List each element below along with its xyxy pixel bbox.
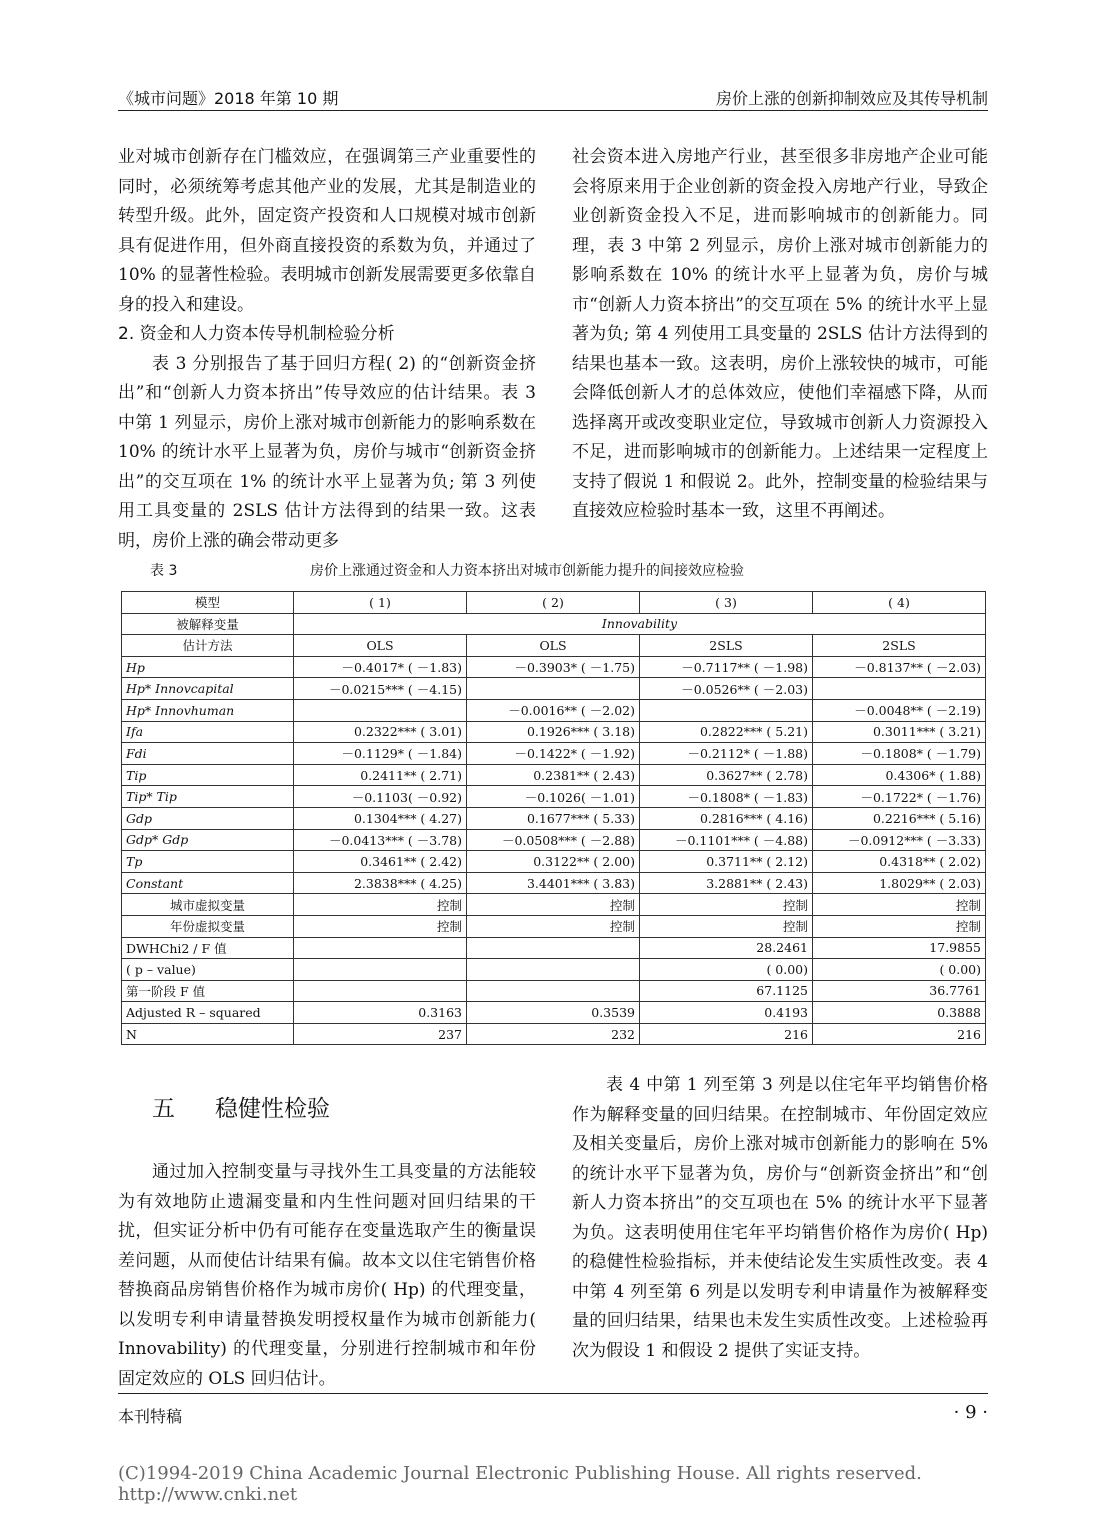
table-row: [122, 872, 986, 894]
table-row: [122, 764, 986, 786]
table-cell: －0.1808* ( －1.79): [813, 743, 986, 765]
paragraph: 社会资本进入房地产行业，甚至很多非房地产企业可能会将原来用于企业创新的资金投入房地产行业，导致企业创新资金投入不足，进而影响城市的创新能力。同理，表 3 中第 2 列显示，房价上涨对城市创新能力的影响系数在 10% 的统计水平上显著为负，房价与城市“创新人力资本挤出”的交互项在 5% 的统计水平上显著为负; 第 4 列使用工具变量的 2SLS 估计方法得到的结果也基本一致。这表明，房价上涨较快的城市，可能会降低创新人才的总体效应，使他们幸福感下降，从而选择离开或改变职业定位，导致城市创新人力资源投入不足，进而影响城市的创新能力。上述结果一定程度上支持了假说 1 和假说 2。此外，控制变量的检验结果与直接效应检验时基本一致，这里不再阐述。: [572, 147, 988, 521]
table-cell: 237: [294, 1023, 467, 1045]
copyright-notice: (C)1994-2019 China Academic Journal Electronic Publishing House. All rights reserved. http://www.cnki.net: [118, 1463, 922, 1505]
table-header-cell: ( 4): [813, 592, 986, 614]
table-cell: －0.1026( －1.01): [467, 786, 640, 808]
table-row: [122, 959, 986, 981]
paragraph: 表 3 分别报告了基于回归方程( 2) 的“创新资金挤出”和“创新人力资本挤出”传导效应的估计结果。表 3 中第 1 列显示，房价上涨对城市创新能力的影响系数在 10% 的统计水平上显著为负，房价与城市“创新资金挤出”的交互项在 1% 的统计水平上显著为负; 第 3 列使用工具变量的 2SLS 估计方法得到的结果一致。这表明，房价上涨的确会带动更多: [118, 353, 536, 551]
table-header-row: [122, 635, 986, 657]
table-cell: 3.2881** ( 2.43): [640, 872, 813, 894]
table-header-cell: 估计方法: [122, 635, 294, 657]
table-cell: 控制: [640, 894, 813, 916]
table-cell: －0.8137** ( －2.03): [813, 656, 986, 678]
table-cell: ( 0.00): [640, 959, 813, 981]
right-column-top: [572, 143, 988, 527]
table-cell: 0.2381** ( 2.43): [467, 764, 640, 786]
paragraph: 表 4 中第 1 列至第 3 列是以住宅年平均销售价格作为解释变量的回归结果。在控制城市、年份固定效应及相关变量后，房价上涨对城市创新能力的影响在 5% 的统计水平下显著为负，房价与“创新资金挤出”和“创新人力资本挤出”的交互项也在 5% 的统计水平下显著为负。这表明使用住宅年平均销售价格作为房价( Hp) 的稳健性检验指标，并未使结论发生实质性改变。表 4 中第 4 列至第 6 列是以发明专利申请量作为被解释变量的回归结果，结果也未发生实质性改变。上述检验再次为假设 1 和假设 2 提供了实证支持。: [572, 1075, 989, 1361]
row-label: Hp* Innovcapital: [122, 678, 294, 700]
section-heading: [152, 1090, 330, 1123]
row-label: 城市虚拟变量: [122, 894, 294, 916]
table-cell: －0.0526** ( －2.03): [640, 678, 813, 700]
left-column-top: [118, 143, 536, 556]
table-header-cell: ( 2): [467, 592, 640, 614]
table-cell: 0.3122** ( 2.00): [467, 851, 640, 873]
column-label: 本刊特稿: [118, 1407, 183, 1426]
table-cell: [294, 699, 467, 721]
row-label: 第一阶段 F 值: [122, 980, 294, 1002]
table-cell: 2.3838*** ( 4.25): [294, 872, 467, 894]
table-cell: 0.3711** ( 2.12): [640, 851, 813, 873]
table-cell: 232: [467, 1023, 640, 1045]
table-cell: －0.1422* ( －1.92): [467, 743, 640, 765]
subheading: 2. 资金和人力资本传导机制检验分析: [118, 324, 395, 344]
footer-rule: [118, 1393, 988, 1394]
table-row: [122, 743, 986, 765]
table-cell: 17.9855: [813, 937, 986, 959]
table-cell: [467, 959, 640, 981]
table-header-cell: OLS: [467, 635, 640, 657]
table-cell: 0.1304*** ( 4.27): [294, 807, 467, 829]
table-cell: [467, 980, 640, 1002]
table-row: [122, 1002, 986, 1024]
table-cell: －0.0413*** ( －3.78): [294, 829, 467, 851]
row-label: Tip* Tip: [122, 786, 294, 808]
row-label: Adjusted R – squared: [122, 1002, 294, 1024]
table-cell: 控制: [294, 915, 467, 937]
row-label: Gdp* Gdp: [122, 829, 294, 851]
table-cell: 0.3539: [467, 1002, 640, 1024]
table-header-cell: 2SLS: [813, 635, 986, 657]
table-cell: －0.1722* ( －1.76): [813, 786, 986, 808]
table-header-cell: ( 1): [294, 592, 467, 614]
row-label: ( p – value): [122, 959, 294, 981]
table-cell: [640, 699, 813, 721]
table-cell: 0.3163: [294, 1002, 467, 1024]
table-cell: 36.7761: [813, 980, 986, 1002]
right-column-bottom: [572, 1071, 988, 1366]
row-label: Tp: [122, 851, 294, 873]
table-row: [122, 721, 986, 743]
table-cell: 0.4306* ( 1.88): [813, 764, 986, 786]
table-cell: 3.4401*** ( 3.83): [467, 872, 640, 894]
table-cell: [467, 937, 640, 959]
table-cell: 0.2411** ( 2.71): [294, 764, 467, 786]
table-cell: 0.4318** ( 2.02): [813, 851, 986, 873]
row-label: DWHChi2 / F 值: [122, 937, 294, 959]
row-label: Gdp: [122, 807, 294, 829]
table-cell: [294, 959, 467, 981]
table-cell: 1.8029** ( 2.03): [813, 872, 986, 894]
table-cell: 0.3627** ( 2.78): [640, 764, 813, 786]
table-row: [122, 699, 986, 721]
section-number: 五: [152, 1096, 175, 1122]
table-cell: －0.2112* ( －1.88): [640, 743, 813, 765]
table-cell: －0.3903* ( －1.75): [467, 656, 640, 678]
table-cell: －0.0508*** ( －2.88): [467, 829, 640, 851]
table-cell: 控制: [294, 894, 467, 916]
row-label: Ifa: [122, 721, 294, 743]
table-row: [122, 980, 986, 1002]
table-cell: 控制: [813, 894, 986, 916]
row-label: Hp: [122, 656, 294, 678]
table-header-row: [122, 592, 986, 614]
regression-table: [121, 591, 986, 1045]
table-cell: 0.2322*** ( 3.01): [294, 721, 467, 743]
table-row: [122, 915, 986, 937]
table-cell: 0.3011*** ( 3.21): [813, 721, 986, 743]
table-header-cell: 模型: [122, 592, 294, 614]
table-cell: 控制: [467, 915, 640, 937]
row-label: 年份虚拟变量: [122, 915, 294, 937]
table-header-cell: Innovability: [294, 613, 986, 635]
table-cell: [294, 980, 467, 1002]
table-row: [122, 656, 986, 678]
table-cell: 216: [640, 1023, 813, 1045]
table-cell: 0.4193: [640, 1002, 813, 1024]
table-cell: 控制: [640, 915, 813, 937]
table-cell: ( 0.00): [813, 959, 986, 981]
table-cell: 0.1677*** ( 5.33): [467, 807, 640, 829]
paragraph: 通过加入控制变量与寻找外生工具变量的方法能较为有效地防止遗漏变量和内生性问题对回归结果的干扰，但实证分析中仍有可能存在变量选取产生的衡量误差问题，从而使估计结果有偏。故本文以住宅销售价格替换商品房销售价格作为城市房价( Hp) 的代理变量，以发明专利申请量替换发明授权量作为城市创新能力( Innovability) 的代理变量，分别进行控制城市和年份固定效应的 OLS 回归估计。: [118, 1162, 536, 1389]
table-cell: －0.1101*** ( －4.88): [640, 829, 813, 851]
paragraph: 业对城市创新存在门槛效应，在强调第三产业重要性的同时，必须统筹考虑其他产业的发展，尤其是制造业的转型升级。此外，固定资产投资和人口规模对城市创新具有促进作用，但外商直接投资的系数为负，并通过了 10% 的显著性检验。表明城市创新发展需要更多依靠自身的投入和建设。: [118, 147, 536, 315]
page-number: · 9 ·: [953, 1402, 988, 1423]
table-row: [122, 786, 986, 808]
row-label: Fdi: [122, 743, 294, 765]
table-cell: 0.2822*** ( 5.21): [640, 721, 813, 743]
table-cell: 216: [813, 1023, 986, 1045]
table-row: [122, 829, 986, 851]
table-cell: －0.1129* ( －1.84): [294, 743, 467, 765]
row-label: Constant: [122, 872, 294, 894]
table-cell: －0.4017* ( －1.83): [294, 656, 467, 678]
table-cell: －0.0215*** ( －4.15): [294, 678, 467, 700]
table-header-cell: OLS: [294, 635, 467, 657]
journal-header: 《城市问题》2018 年第 10 期: [118, 89, 339, 108]
table-cell: 0.1926*** ( 3.18): [467, 721, 640, 743]
table-cell: 0.3888: [813, 1002, 986, 1024]
table-cell: 0.2816*** ( 4.16): [640, 807, 813, 829]
table-cell: 控制: [467, 894, 640, 916]
row-label: N: [122, 1023, 294, 1045]
table-cell: [467, 678, 640, 700]
table-cell: －0.7117** ( －1.98): [640, 656, 813, 678]
table-cell: 0.2216*** ( 5.16): [813, 807, 986, 829]
table-row: [122, 678, 986, 700]
header-rule: [118, 110, 988, 111]
table-title: 房价上涨通过资金和人力资本挤出对城市创新能力提升的间接效应检验: [310, 563, 744, 579]
left-column-bottom: [118, 1158, 536, 1394]
table-cell: －0.1103( －0.92): [294, 786, 467, 808]
table-cell: －0.0048** ( －2.19): [813, 699, 986, 721]
table-row: [122, 851, 986, 873]
row-label: Hp* Innovhuman: [122, 699, 294, 721]
table-cell: －0.1808* ( －1.83): [640, 786, 813, 808]
table-number: 表 3: [150, 563, 178, 579]
table-cell: 控制: [813, 915, 986, 937]
table-cell: 28.2461: [640, 937, 813, 959]
table-row: [122, 937, 986, 959]
section-title: 稳健性检验: [215, 1096, 330, 1122]
table-header-cell: 被解释变量: [122, 613, 294, 635]
row-label: Tip: [122, 764, 294, 786]
table-row: [122, 894, 986, 916]
table-header-cell: ( 3): [640, 592, 813, 614]
table-cell: －0.0016** ( －2.02): [467, 699, 640, 721]
table-row: [122, 807, 986, 829]
table-cell: [813, 678, 986, 700]
table-cell: 0.3461** ( 2.42): [294, 851, 467, 873]
table-cell: 67.1125: [640, 980, 813, 1002]
table-cell: －0.0912*** ( －3.33): [813, 829, 986, 851]
table-cell: [294, 937, 467, 959]
article-running-title: 房价上涨的创新抑制效应及其传导机制: [715, 89, 988, 108]
table-row: [122, 1023, 986, 1045]
table-header-cell: 2SLS: [640, 635, 813, 657]
table-header-row: [122, 613, 986, 635]
